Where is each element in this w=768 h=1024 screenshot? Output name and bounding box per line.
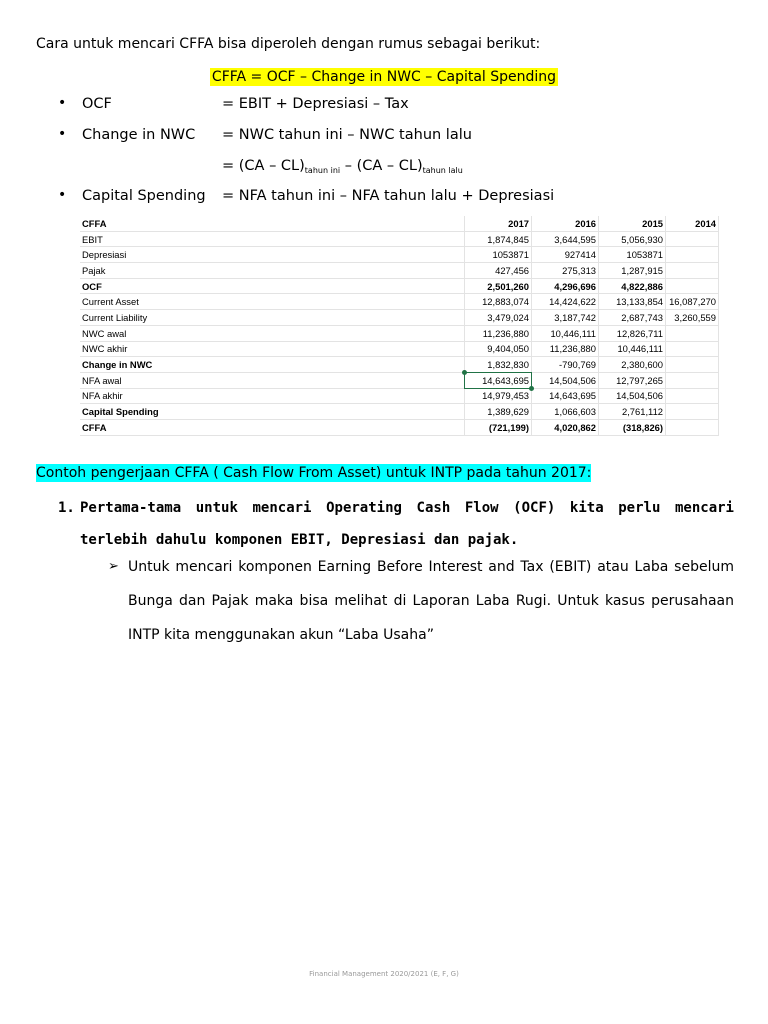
cffa-formula: CFFA = OCF – Change in NWC – Capital Spending (211, 69, 557, 85)
cell-2014[interactable] (666, 404, 719, 420)
cell-2015[interactable]: 13,133,854 (599, 294, 666, 310)
cell-2015[interactable]: 4,822,886 (599, 278, 666, 294)
table-row (80, 357, 719, 373)
table-row (80, 310, 719, 326)
cell-2017[interactable]: 2,501,260 (465, 278, 532, 294)
table-row (80, 325, 719, 341)
cell-value: 2,380,600 (621, 359, 663, 371)
cell-2017[interactable]: 3,479,024 (465, 310, 532, 326)
table-row (80, 388, 719, 404)
table-header-row (80, 216, 719, 231)
nwc-detail-part2: – (CA – CL) (340, 158, 423, 174)
row-label[interactable]: EBIT (80, 231, 465, 247)
definition-equation: = NWC tahun ini – NWC tahun lalu (222, 127, 472, 143)
cell-2017[interactable]: 11,236,880 (465, 325, 532, 341)
cell-2015[interactable]: 5,056,930 (599, 231, 666, 247)
cell-value: 1,832,830 (487, 359, 529, 371)
definition-term: Capital Spending (82, 188, 206, 204)
cell-2017[interactable]: 427,456 (465, 263, 532, 279)
cell-2015[interactable]: 2,687,743 (599, 310, 666, 326)
cell-2016[interactable]: 4,020,862 (532, 419, 599, 435)
row-label[interactable]: NWC akhir (80, 341, 465, 357)
row-label[interactable]: NFA akhir (80, 388, 465, 404)
table-row (80, 404, 719, 420)
cell-2016[interactable]: 275,313 (532, 263, 599, 279)
header-year-2016[interactable]: 2016 (532, 216, 599, 231)
table-row (80, 263, 719, 279)
cell-2016[interactable] (532, 404, 599, 420)
cell-2017[interactable]: 12,883,074 (465, 294, 532, 310)
cell-2015[interactable]: (318,826) (599, 419, 666, 435)
cell-2014[interactable]: 3,260,559 (666, 310, 719, 326)
table-row (80, 372, 719, 388)
example-heading-line (36, 462, 591, 481)
cell-2016[interactable]: 14,643,695 (532, 388, 599, 404)
cell-2014[interactable] (666, 247, 719, 263)
header-year-2015[interactable]: 2015 (599, 216, 666, 231)
table-row (80, 419, 719, 435)
formula-line (0, 66, 768, 85)
selection-handle-icon[interactable] (462, 370, 467, 375)
page-footer: Financial Management 2020/2021 (E, F, G) (309, 970, 459, 978)
cffa-table (80, 216, 719, 436)
definition-change-in-nwc (58, 127, 738, 147)
row-label[interactable]: Change in NWC (80, 357, 465, 373)
nwc-detail-part1: = (CA – CL) (222, 158, 305, 174)
cell-2017[interactable]: (721,199) (465, 419, 532, 435)
cell-2017[interactable]: 1,874,845 (465, 231, 532, 247)
nwc-detail-equation (222, 158, 463, 175)
row-label[interactable]: Capital Spending (80, 404, 465, 420)
cell-2015[interactable]: 1,287,915 (599, 263, 666, 279)
cell-2016[interactable]: 3,644,595 (532, 231, 599, 247)
cell-value: 14,643,695 (482, 374, 529, 386)
cell-2016[interactable]: 10,446,111 (532, 325, 599, 341)
cell-2015[interactable]: 12,797,265 (599, 372, 666, 388)
cell-value: 1,389,629 (487, 406, 529, 418)
row-label[interactable]: OCF (80, 278, 465, 294)
bullet-icon: • (58, 187, 67, 203)
definition-equation: = NFA tahun ini – NFA tahun lalu + Depresiasi (222, 188, 555, 204)
row-label[interactable]: Current Liability (80, 310, 465, 326)
sub-step-ebit (108, 550, 734, 652)
cell-2015[interactable] (599, 404, 666, 420)
table-row (80, 294, 719, 310)
header-year-2014[interactable]: 2014 (666, 216, 719, 231)
cell-2014[interactable] (666, 278, 719, 294)
definition-equation: = EBIT + Depresiasi – Tax (222, 96, 409, 112)
step-number: 1. (58, 500, 75, 516)
selected-cell-2017[interactable] (465, 372, 532, 388)
cell-2016[interactable]: 4,296,696 (532, 278, 599, 294)
cell-2016[interactable]: 14,504,506 (532, 372, 599, 388)
cell-2017[interactable]: 1053871 (465, 247, 532, 263)
table-row (80, 278, 719, 294)
cell-2015[interactable]: 10,446,111 (599, 341, 666, 357)
cell-2015[interactable]: 12,826,711 (599, 325, 666, 341)
cell-2016[interactable]: 3,187,742 (532, 310, 599, 326)
row-label[interactable]: NWC awal (80, 325, 465, 341)
cell-2016[interactable]: 11,236,880 (532, 341, 599, 357)
cell-2015[interactable]: 1053871 (599, 247, 666, 263)
arrow-bullet-icon: ➢ (108, 559, 119, 574)
cell-2014[interactable] (666, 372, 719, 388)
cell-2015[interactable]: 14,504,506 (599, 388, 666, 404)
fill-handle-icon[interactable] (529, 386, 534, 391)
cell-2016[interactable] (532, 357, 599, 373)
cell-2014[interactable] (666, 263, 719, 279)
row-label[interactable]: Current Asset (80, 294, 465, 310)
table-row (80, 231, 719, 247)
row-label[interactable]: CFFA (80, 419, 465, 435)
cell-2014[interactable]: 16,087,270 (666, 294, 719, 310)
cell-value: 1,066,603 (554, 406, 596, 418)
nwc-detail-sub1: tahun ini (304, 166, 341, 175)
cell-2017[interactable] (465, 357, 532, 373)
cell-2017[interactable]: 9,404,050 (465, 341, 532, 357)
cell-2014[interactable] (666, 325, 719, 341)
header-year-2017[interactable]: 2017 (465, 216, 532, 231)
definition-term: Change in NWC (82, 127, 196, 143)
step-text: Pertama-tama untuk mencari Operating Cash Flow (OCF) kita perlu mencari terlebih dahulu komponen EBIT, Depresiasi dan pajak. (80, 500, 734, 548)
row-label[interactable]: Depresiasi (80, 247, 465, 263)
row-label[interactable]: Pajak (80, 263, 465, 279)
cell-2017[interactable] (465, 404, 532, 420)
cell-2014[interactable] (666, 388, 719, 404)
definition-capital-spending (58, 188, 738, 208)
definition-ocf (58, 96, 738, 116)
bullet-icon: • (58, 126, 67, 142)
cell-2016[interactable]: 14,424,622 (532, 294, 599, 310)
header-label[interactable]: CFFA (80, 216, 465, 231)
step-1 (58, 492, 734, 556)
table-row (80, 341, 719, 357)
cell-value: -790,769 (558, 359, 596, 371)
bullet-icon: • (58, 95, 67, 111)
intro-text: Cara untuk mencari CFFA bisa diperoleh dengan rumus sebagai berikut: (36, 36, 541, 52)
row-label[interactable]: NFA awal (80, 372, 465, 388)
cell-value: 2,761,112 (621, 406, 663, 418)
cell-2014[interactable] (666, 419, 719, 435)
example-heading: Contoh pengerjaan CFFA ( Cash Flow From Asset) untuk INTP pada tahun 2017: (36, 465, 592, 481)
cell-2016[interactable]: 927414 (532, 247, 599, 263)
definition-term: OCF (82, 96, 112, 112)
sub-step-text: Untuk mencari komponen Earning Before Interest and Tax (EBIT) atau Laba sebelum Bunga dan Pajak maka bisa melihat di Laporan Laba Rugi. Untuk kasus perusahaan INTP kita menggunakan akun “Laba Usaha” (128, 559, 734, 643)
cell-2015[interactable] (599, 357, 666, 373)
cell-2014[interactable] (666, 341, 719, 357)
table-row (80, 247, 719, 263)
cell-2014[interactable] (666, 357, 719, 373)
cell-2017[interactable]: 14,979,453 (465, 388, 532, 404)
cell-2014[interactable] (666, 231, 719, 247)
nwc-detail-sub2: tahun lalu (422, 166, 463, 175)
definition-nwc-detail (58, 158, 738, 178)
